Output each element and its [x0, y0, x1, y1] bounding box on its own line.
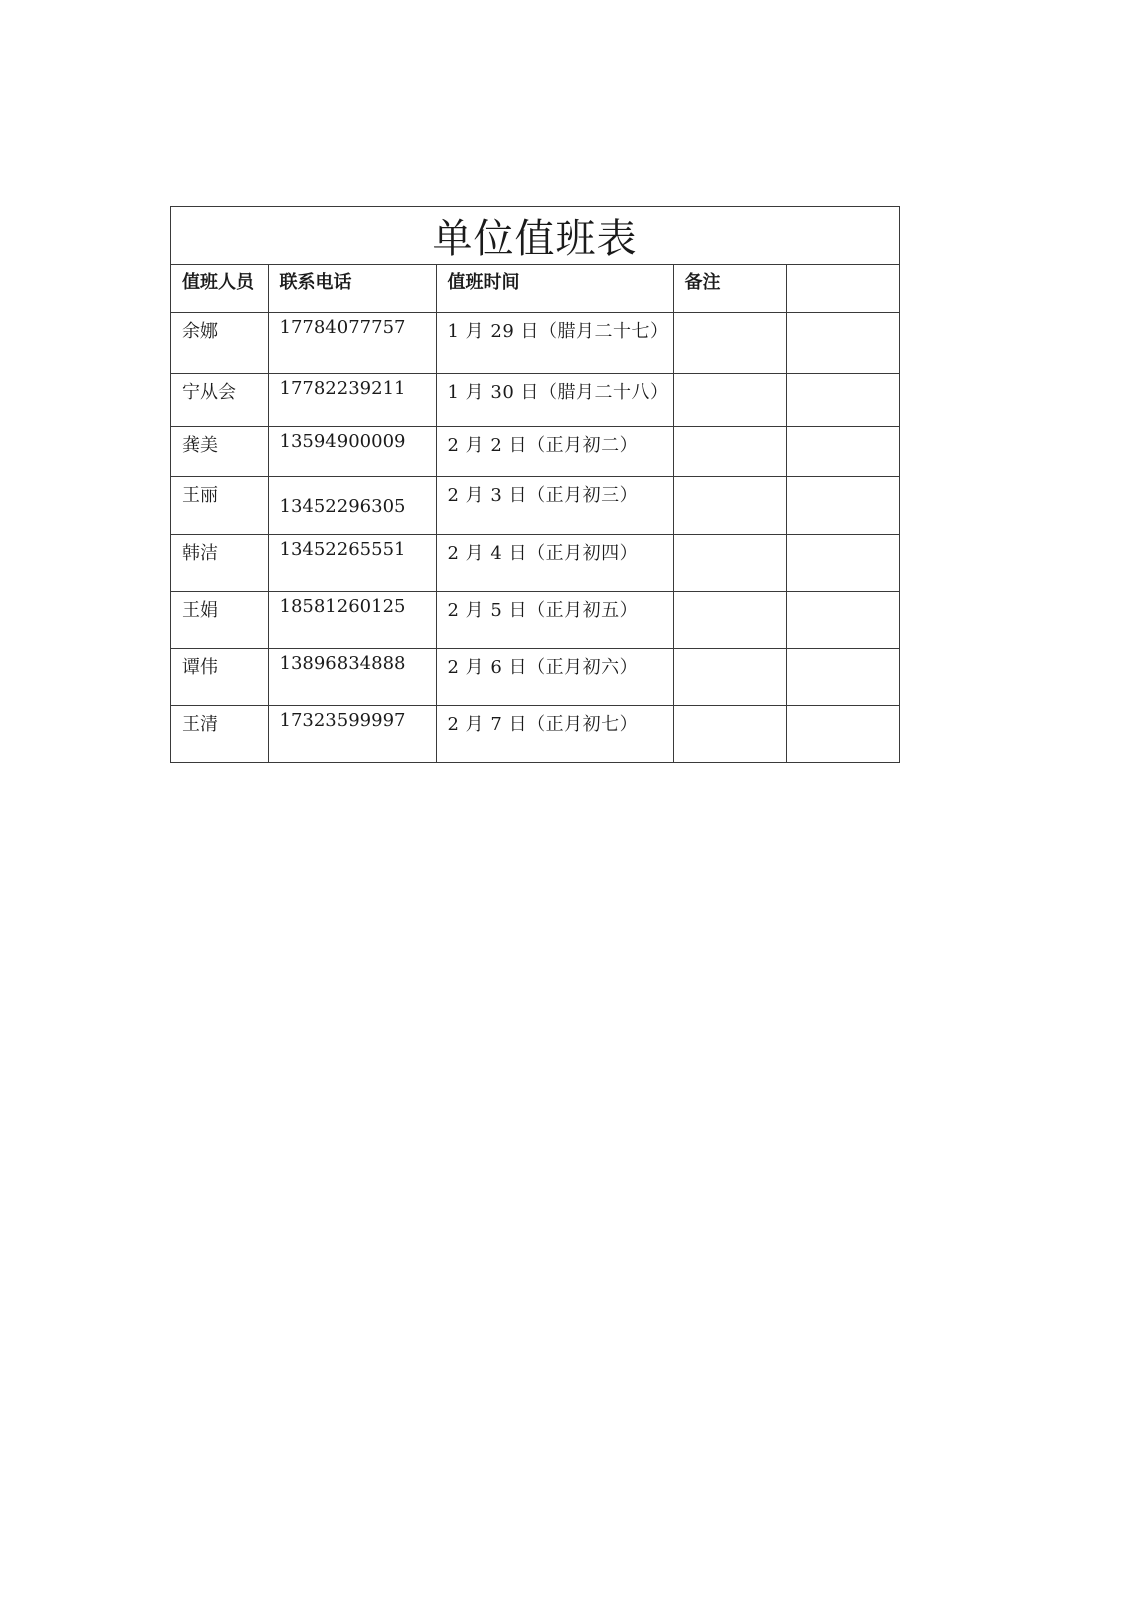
cell-phone: 13452265551	[268, 535, 436, 592]
cell-extra	[786, 535, 899, 592]
cell-time: 1 月 29 日（腊月二十七）	[436, 313, 673, 374]
cell-note	[673, 477, 786, 535]
cell-note	[673, 649, 786, 706]
cell-time: 2 月 2 日（正月初二）	[436, 427, 673, 477]
cell-extra	[786, 592, 899, 649]
table-row	[171, 535, 899, 592]
cell-name: 韩洁	[171, 535, 268, 592]
cell-extra	[786, 374, 899, 427]
cell-extra	[786, 427, 899, 477]
cell-note	[673, 535, 786, 592]
cell-phone	[268, 477, 436, 535]
cell-name: 王清	[171, 706, 268, 763]
cell-time: 2 月 4 日（正月初四）	[436, 535, 673, 592]
table-row	[171, 649, 899, 706]
cell-extra	[786, 649, 899, 706]
cell-note	[673, 592, 786, 649]
cell-phone: 17784077757	[268, 313, 436, 374]
cell-time: 2 月 6 日（正月初六）	[436, 649, 673, 706]
table-row	[171, 374, 899, 427]
header-extra	[786, 265, 899, 313]
header-name: 值班人员	[171, 265, 268, 313]
cell-time: 1 月 30 日（腊月二十八）	[436, 374, 673, 427]
cell-name: 宁从会	[171, 374, 268, 427]
table-row	[171, 427, 899, 477]
cell-phone: 17782239211	[268, 374, 436, 427]
cell-extra	[786, 477, 899, 535]
cell-phone: 17323599997	[268, 706, 436, 763]
cell-note	[673, 706, 786, 763]
cell-note	[673, 427, 786, 477]
cell-extra	[786, 313, 899, 374]
cell-name: 王丽	[171, 477, 268, 535]
table-row	[171, 477, 899, 535]
cell-name: 王娟	[171, 592, 268, 649]
table-row	[171, 592, 899, 649]
cell-time: 2 月 3 日（正月初三）	[436, 477, 673, 535]
table-row	[171, 313, 899, 374]
cell-name: 龚美	[171, 427, 268, 477]
cell-extra	[786, 706, 899, 763]
header-phone: 联系电话	[268, 265, 436, 313]
cell-phone-text: 13452296305	[279, 496, 406, 517]
cell-phone: 13594900009	[268, 427, 436, 477]
cell-name: 谭伟	[171, 649, 268, 706]
cell-time: 2 月 5 日（正月初五）	[436, 592, 673, 649]
header-time: 值班时间	[436, 265, 673, 313]
cell-note	[673, 313, 786, 374]
header-row	[171, 265, 899, 313]
header-note: 备注	[673, 265, 786, 313]
cell-name: 余娜	[171, 313, 268, 374]
table-row	[171, 706, 899, 763]
duty-roster-sheet	[170, 206, 900, 763]
cell-phone: 13896834888	[268, 649, 436, 706]
cell-time: 2 月 7 日（正月初七）	[436, 706, 673, 763]
cell-phone: 18581260125	[268, 592, 436, 649]
roster-title: 单位值班表	[171, 207, 899, 265]
duty-table	[171, 265, 899, 762]
cell-note	[673, 374, 786, 427]
